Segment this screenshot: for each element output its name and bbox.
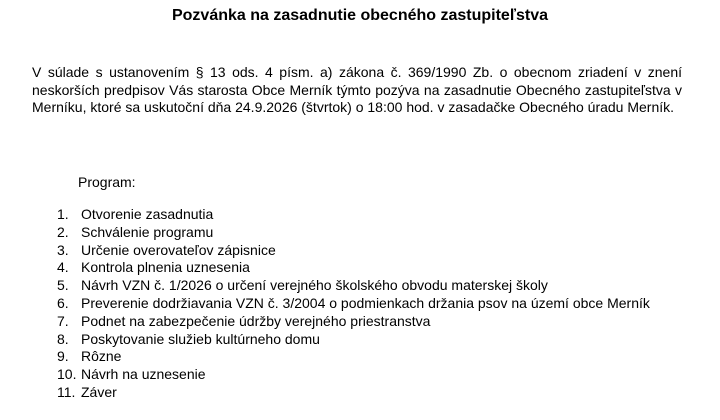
agenda-item-text: Určenie overovateľov zápisnice <box>81 241 276 258</box>
agenda-item-text: Návrh na uznesenie <box>81 366 206 383</box>
agenda-item <box>57 366 650 384</box>
agenda-item-text: Preverenie dodržiavania VZN č. 3/2004 o podmienkach držania psov na území obce Merník <box>81 294 650 311</box>
agenda-item-number: 5. <box>57 277 69 294</box>
agenda-item <box>57 313 650 331</box>
agenda-item <box>57 331 650 349</box>
agenda-item-text: Kontrola plnenia uznesenia <box>81 259 250 276</box>
agenda-item-text: Otvorenie zasadnutia <box>81 206 214 222</box>
agenda-item <box>57 224 650 242</box>
agenda-item-number: 4. <box>57 259 69 276</box>
program-label: Program: <box>78 174 136 190</box>
agenda-item <box>57 277 650 295</box>
agenda-item-number: 1. <box>57 206 69 222</box>
agenda-item <box>57 206 650 224</box>
agenda-item-text: Podnet na zabezpečenie údržby verejného priestranstva <box>81 312 431 329</box>
agenda-item-number: 6. <box>57 294 69 311</box>
agenda-item-number: 2. <box>57 223 69 240</box>
agenda-list <box>57 206 650 402</box>
agenda-item <box>57 384 650 402</box>
agenda-item-text: Schválenie programu <box>81 223 214 240</box>
agenda-item <box>57 242 650 260</box>
agenda-item-number: 9. <box>57 348 69 365</box>
intro-paragraph: V súlade s ustanovením § 13 ods. 4 písm. a) zákona č. 369/1990 Zb. o obecnom zriadení v znení neskorších predpisov Vás starosta Obce Merník týmto pozýva na zasadnutie Obecného zastupiteľstva v Merníku, ktoré sa uskutoční dňa 24.9.2026 (štvrtok) o 18:00 hod. v zasadačke Obecného úradu Merník. <box>32 64 682 115</box>
agenda-item-text: Poskytovanie služieb kultúrneho domu <box>81 330 320 347</box>
agenda-item <box>57 348 650 366</box>
agenda-item-number: 11. <box>57 383 76 400</box>
agenda-item-number: 8. <box>57 330 69 347</box>
agenda-item-number: 7. <box>57 312 69 329</box>
agenda-item <box>57 295 650 313</box>
agenda-item-number: 10. <box>57 366 77 383</box>
agenda-item <box>57 259 650 277</box>
agenda-item-text: Záver <box>81 383 117 400</box>
agenda-item-number: 3. <box>57 241 69 258</box>
agenda-item-text: Návrh VZN č. 1/2026 o určení verejného školského obvodu materskej školy <box>81 277 548 294</box>
agenda-item-text: Rôzne <box>81 348 122 365</box>
document-title: Pozvánka na zasadnutie obecného zastupiteľstva <box>171 7 549 24</box>
